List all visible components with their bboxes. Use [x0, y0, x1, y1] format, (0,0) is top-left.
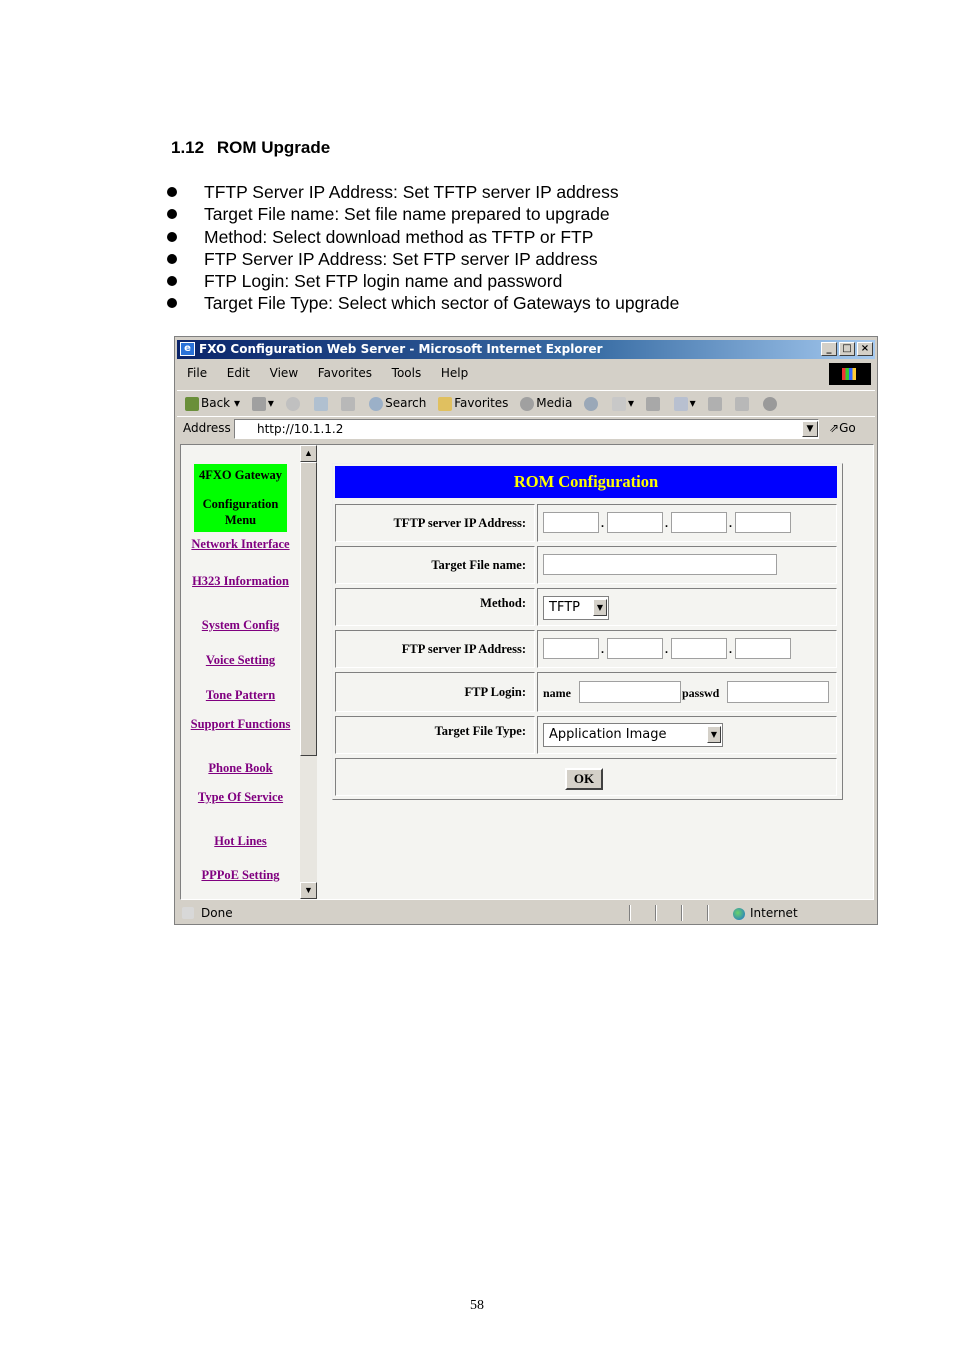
- window-title: FXO Configuration Web Server - Microsoft Internet Explorer: [199, 342, 603, 356]
- mail-button[interactable]: ▾: [612, 391, 634, 415]
- home-button[interactable]: [341, 391, 357, 415]
- discuss-icon: [708, 397, 722, 411]
- history-icon: [584, 397, 598, 411]
- messenger-button[interactable]: [763, 391, 779, 415]
- nav-header: [194, 464, 287, 532]
- file-type-value: Application Image: [549, 727, 667, 742]
- refresh-icon: [314, 397, 328, 411]
- back-button[interactable]: Back ▾: [185, 391, 240, 415]
- bullet-dot-icon: [167, 187, 177, 197]
- ftp-ip-octet-3[interactable]: [671, 638, 727, 659]
- nav-link-support-functions[interactable]: Support Functions: [190, 717, 291, 731]
- scroll-down-icon[interactable]: ▼: [300, 882, 317, 899]
- forward-button[interactable]: ▾: [252, 391, 274, 415]
- nav-header-subtitle: Configuration Menu: [202, 497, 279, 527]
- minimize-button[interactable]: _: [821, 342, 837, 356]
- tftp-ip-octet-2[interactable]: [607, 512, 663, 533]
- media-icon: [520, 397, 534, 411]
- ftp-name-input[interactable]: [579, 681, 681, 703]
- bullet-dot-icon: [167, 276, 177, 286]
- word-icon: [674, 397, 688, 411]
- print-icon: [646, 397, 660, 411]
- nav-link-network-interface[interactable]: Network Interface: [191, 537, 290, 551]
- status-bar: [177, 903, 875, 923]
- rom-config-title: ROM Configuration: [335, 466, 837, 498]
- bullet-dot-icon: [167, 232, 177, 242]
- ftp-ip-label: FTP server IP Address:: [335, 630, 535, 668]
- nav-link-system-config[interactable]: System Config: [201, 618, 280, 632]
- tftp-ip-cell: . . .: [537, 504, 837, 542]
- menu-bar: [177, 362, 875, 384]
- page-content: [180, 444, 874, 900]
- home-icon: [341, 397, 355, 411]
- nav-link-type-of-service[interactable]: Type Of Service: [197, 790, 284, 804]
- globe-icon: [733, 908, 745, 920]
- main-frame: [318, 445, 873, 899]
- menu-edit[interactable]: Edit: [226, 366, 250, 380]
- print-button[interactable]: [646, 391, 662, 415]
- address-url: http://10.1.1.2: [257, 422, 344, 436]
- nav-header-title: 4FXO Gateway: [199, 468, 282, 482]
- bullet-item: Method: Select download method as TFTP or FTP: [166, 226, 679, 248]
- tftp-ip-label: TFTP server IP Address:: [335, 504, 535, 542]
- ftp-ip-octet-4[interactable]: [735, 638, 791, 659]
- forward-arrow-icon: [252, 397, 266, 411]
- menu-favorites[interactable]: Favorites: [317, 366, 373, 380]
- status-text: Done: [201, 906, 233, 920]
- security-zone: Internet: [733, 903, 798, 923]
- refresh-button[interactable]: [314, 391, 330, 415]
- address-input[interactable]: [234, 419, 819, 439]
- chevron-down-icon: ▼: [593, 599, 607, 616]
- nav-link-voice-setting[interactable]: Voice Setting: [205, 653, 276, 667]
- target-file-cell: [537, 546, 837, 584]
- nav-frame: [181, 445, 300, 899]
- nav-link-h323-information[interactable]: H323 Information: [192, 574, 289, 588]
- media-button[interactable]: Media: [520, 391, 572, 415]
- tftp-ip-octet-4[interactable]: [735, 512, 791, 533]
- address-bar: [177, 416, 875, 441]
- menu-help[interactable]: Help: [440, 366, 469, 380]
- method-select[interactable]: [543, 596, 609, 620]
- file-type-label: Target File Type:: [335, 716, 535, 754]
- bullet-dot-icon: [167, 254, 177, 264]
- bullet-list: [166, 181, 679, 315]
- history-button[interactable]: [584, 391, 600, 415]
- back-arrow-icon: [185, 397, 199, 411]
- discuss-button[interactable]: [708, 391, 724, 415]
- bullet-item: Target File Type: Select which sector of Gateways to upgrade: [166, 292, 679, 314]
- file-type-cell: [537, 716, 837, 754]
- bullet-dot-icon: [167, 298, 177, 308]
- ftp-login-cell: [537, 672, 837, 712]
- rom-config-table: [332, 463, 843, 800]
- method-cell: [537, 588, 837, 626]
- ftp-ip-octet-2[interactable]: [607, 638, 663, 659]
- target-file-input[interactable]: [543, 554, 777, 575]
- bullet-item: Target File name: Set file name prepared to upgrade: [166, 203, 679, 225]
- chevron-down-icon: ▼: [707, 726, 721, 743]
- address-dropdown-icon[interactable]: ▼: [802, 421, 818, 437]
- tftp-ip-octet-3[interactable]: [671, 512, 727, 533]
- file-type-select[interactable]: [543, 723, 723, 747]
- section-number: 1.12: [171, 138, 205, 157]
- search-icon: [369, 397, 383, 411]
- maximize-button[interactable]: □: [839, 342, 855, 356]
- messenger-icon: [763, 397, 777, 411]
- close-button[interactable]: ×: [857, 342, 873, 356]
- stop-button[interactable]: [286, 391, 302, 415]
- bullet-item: FTP Server IP Address: Set FTP server IP address: [166, 248, 679, 270]
- title-bar[interactable]: [177, 340, 875, 359]
- menu-view[interactable]: View: [269, 366, 299, 380]
- edit-button[interactable]: ▾: [674, 391, 696, 415]
- ftp-passwd-input[interactable]: [727, 681, 829, 703]
- browser-window: [174, 336, 878, 925]
- passwd-label: passwd: [682, 686, 720, 700]
- search-button[interactable]: Search: [369, 391, 426, 415]
- ftp-ip-cell: . . .: [537, 630, 837, 668]
- address-label: Address: [183, 421, 231, 435]
- scroll-up-icon[interactable]: ▲: [300, 445, 317, 462]
- research-button[interactable]: [735, 391, 751, 415]
- section-title: ROM Upgrade: [216, 138, 331, 157]
- bullet-dot-icon: [167, 209, 177, 219]
- nav-scrollbar[interactable]: [300, 445, 317, 899]
- section-heading: [171, 138, 330, 158]
- method-value: TFTP: [549, 600, 580, 615]
- nav-link-phone-book[interactable]: Phone Book: [208, 761, 273, 775]
- favorites-button[interactable]: Favorites: [438, 391, 508, 415]
- stop-icon: [286, 397, 300, 411]
- ftp-ip-octet-1[interactable]: [543, 638, 599, 659]
- ok-button[interactable]: OK: [565, 768, 603, 790]
- favorites-icon: [438, 397, 452, 411]
- scroll-thumb[interactable]: [300, 462, 317, 756]
- page-number: 58: [470, 1298, 484, 1313]
- windows-logo-icon: [829, 363, 871, 385]
- target-file-label: Target File name:: [335, 546, 535, 584]
- nav-link-tone-pattern[interactable]: Tone Pattern: [205, 688, 276, 702]
- nav-link-hot-lines[interactable]: Hot Lines: [214, 834, 267, 848]
- bullet-item: FTP Login: Set FTP login name and password: [166, 270, 679, 292]
- ie-icon: e: [180, 342, 195, 356]
- toolbar: [177, 390, 875, 415]
- ftp-login-label: FTP Login:: [335, 672, 535, 712]
- page-done-icon: [182, 907, 194, 919]
- menu-tools[interactable]: Tools: [391, 366, 422, 380]
- bullet-item: TFTP Server IP Address: Set TFTP server IP address: [166, 181, 679, 203]
- mail-icon: [612, 397, 626, 411]
- tftp-ip-octet-1[interactable]: [543, 512, 599, 533]
- menu-file[interactable]: File: [187, 366, 208, 380]
- name-label: name: [543, 686, 571, 700]
- nav-link-pppoe-setting[interactable]: PPPoE Setting: [201, 868, 280, 882]
- method-label: Method:: [335, 588, 535, 626]
- research-icon: [735, 397, 749, 411]
- go-button[interactable]: ⇗Go: [829, 421, 856, 435]
